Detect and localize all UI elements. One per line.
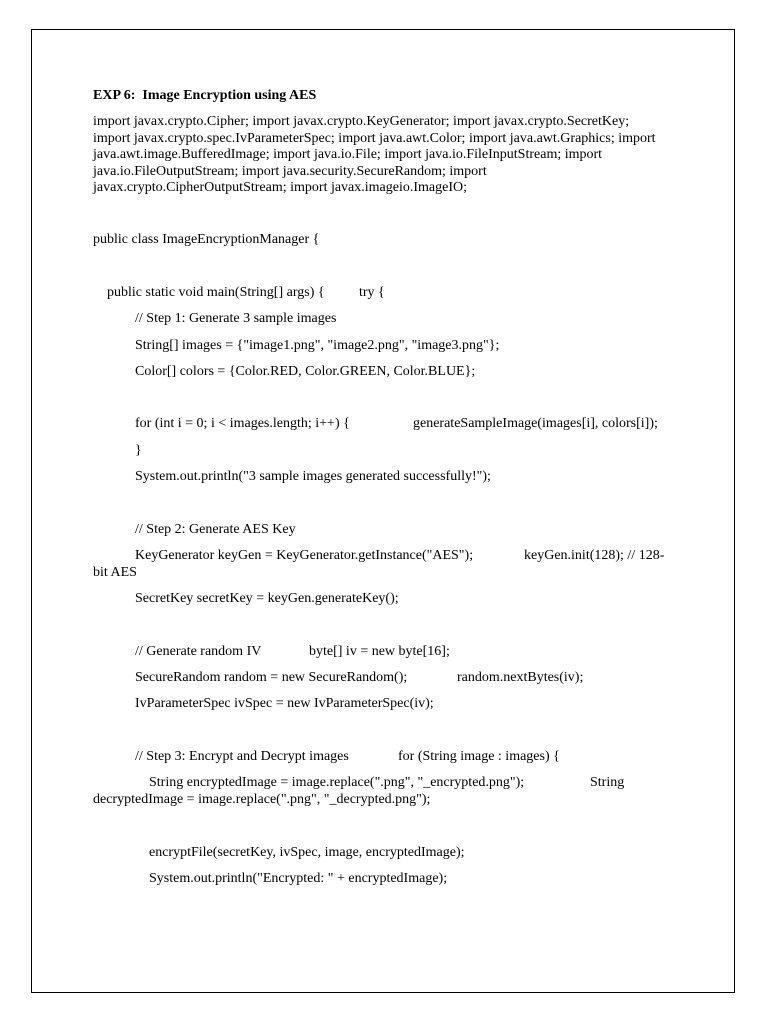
import-line-3: java.awt.image.BufferedImage; import java.io.File; import java.io.FileInputStream; import	[93, 147, 603, 162]
keygen-declaration: KeyGenerator keyGen = KeyGenerator.getInstance("AES");	[135, 548, 474, 563]
decrypted-image-declaration: decryptedImage = image.replace(".png", "_decrypted.png");	[93, 792, 431, 807]
images-declaration: String[] images = {"image1.png", "image2.png", "image3.png"};	[135, 338, 500, 353]
step1-comment: // Step 1: Generate 3 sample images	[135, 311, 337, 326]
println-encrypted: System.out.println("Encrypted: " + encryptedImage);	[149, 871, 448, 886]
try-block: try {	[359, 285, 385, 300]
securerandom-declaration: SecureRandom random = new SecureRandom();	[135, 670, 408, 685]
import-line-1: import javax.crypto.Cipher; import javax.crypto.KeyGenerator; import javax.crypto.SecretKey;	[93, 114, 630, 129]
colors-declaration: Color[] colors = {Color.RED, Color.GREEN, Color.BLUE};	[135, 364, 476, 379]
iv-comment: // Generate random IV	[135, 644, 262, 659]
step3-comment: // Step 3: Encrypt and Decrypt images	[135, 749, 349, 764]
for-each-loop: for (String image : images) {	[398, 749, 560, 764]
ivspec-declaration: IvParameterSpec ivSpec = new IvParameterSpec(iv);	[135, 696, 434, 711]
import-line-2: import javax.crypto.spec.IvParameterSpec; import java.awt.Color; import java.awt.Graphics; import	[93, 130, 656, 146]
for-loop: for (int i = 0; i < images.length; i++) {	[135, 416, 350, 431]
for-close-brace: }	[135, 443, 142, 458]
document-title: EXP 6: Image Encryption using AES	[93, 88, 317, 103]
keygen-init: keyGen.init(128); // 128-	[524, 548, 665, 563]
iv-declaration: byte[] iv = new byte[16];	[309, 644, 450, 659]
generate-call: generateSampleImage(images[i], colors[i]);	[413, 416, 658, 431]
random-nextbytes: random.nextBytes(iv);	[457, 670, 584, 685]
encrypt-file-call: encryptFile(secretKey, ivSpec, image, encryptedImage);	[149, 845, 465, 860]
encrypted-image-declaration: String encryptedImage = image.replace(".png", "_encrypted.png");	[149, 775, 525, 790]
main-declaration: public static void main(String[] args) {	[107, 285, 325, 300]
secretkey-declaration: SecretKey secretKey = keyGen.generateKey();	[135, 591, 399, 606]
class-declaration: public class ImageEncryptionManager {	[93, 232, 320, 247]
import-line-4: java.io.FileOutputStream; import java.security.SecureRandom; import	[93, 163, 487, 179]
import-line-5: javax.crypto.CipherOutputStream; import javax.imageio.ImageIO;	[93, 180, 468, 195]
println-generated: System.out.println("3 sample images generated successfully!");	[135, 469, 491, 484]
decrypted-image-type: String	[590, 775, 625, 790]
step2-comment: // Step 2: Generate AES Key	[135, 522, 296, 537]
keygen-init-continued: bit AES	[93, 565, 137, 580]
